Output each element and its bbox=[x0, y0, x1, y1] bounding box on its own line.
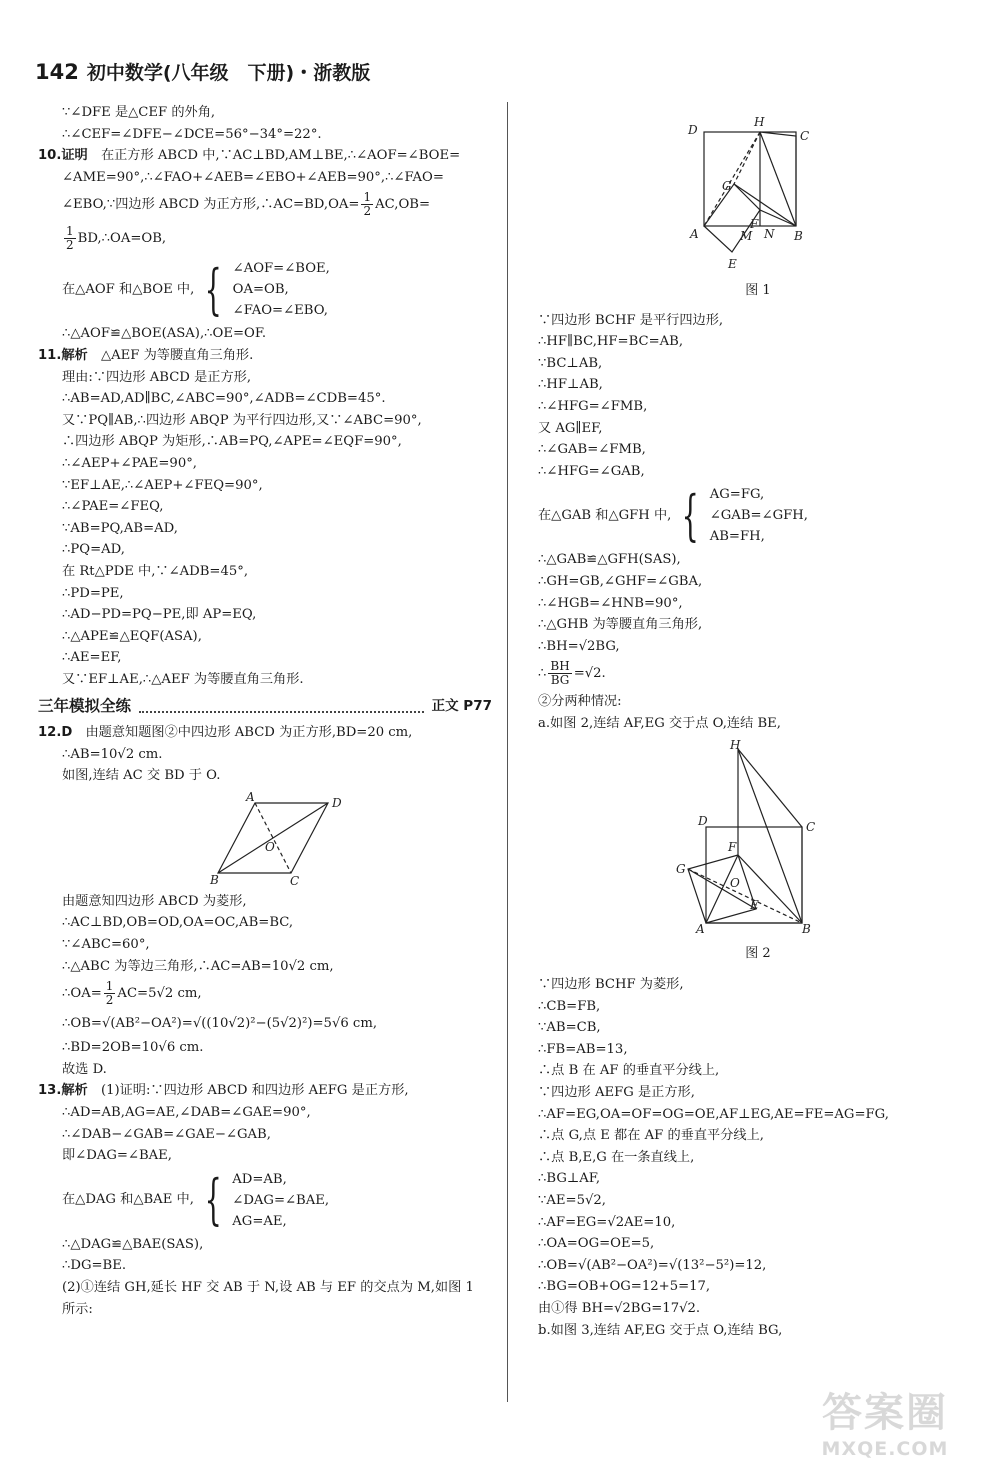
fig2-label-E: E bbox=[750, 897, 759, 912]
text-line: ∴∠DAB−∠GAB=∠GAE−∠GAB, bbox=[62, 1126, 271, 1142]
q11-body bbox=[62, 367, 492, 691]
text-line: ∴AD=AB,AG=AE,∠DAB=∠GAE=90°, bbox=[62, 1105, 311, 1120]
fig1-label-E: E bbox=[728, 257, 737, 271]
text-line: ∴AE=EF, bbox=[62, 650, 122, 666]
fig2-label-O: O bbox=[730, 875, 740, 890]
watermark-logo bbox=[790, 1381, 980, 1461]
fig1-label-A: A bbox=[690, 227, 699, 241]
left-column bbox=[38, 102, 492, 1320]
fig1-label-N: N bbox=[764, 227, 775, 241]
text-line: 理由:∵四边形 ABCD 是正方形, bbox=[62, 369, 252, 385]
q10-number: 10.证明 bbox=[38, 148, 88, 164]
text-line: ∴∠HFG=∠FMB, bbox=[538, 398, 648, 414]
fig1-label-M: M bbox=[740, 229, 753, 243]
fig1-label-H: H bbox=[754, 115, 765, 129]
q11-line: 11.解析 △AEF 为等腰直角三角形. bbox=[38, 347, 254, 363]
text-line: (2)①连结 GH,延长 HF 交 AB 于 N,设 AB 与 EF 的交点为 M,如图 1 bbox=[62, 1279, 474, 1295]
fig2-label-B: B bbox=[802, 921, 811, 936]
text-line: ∴AF=EG=√2AE=10, bbox=[538, 1214, 676, 1230]
q12-line: 12.D 由题意知题图②中四边形 ABCD 为正方形,BD=20 cm, bbox=[38, 725, 413, 741]
text-line: ∵AB=PQ,AB=AD, bbox=[62, 520, 178, 536]
text-line: ∴∠HFG=∠GAB, bbox=[538, 463, 645, 479]
q11-number: 11.解析 bbox=[38, 347, 88, 363]
text-line: 又∵EF⊥AE,∴△AEF 为等腰直角三角形. bbox=[62, 671, 304, 687]
text-line: ∴AD−PD=PQ−PE,即 AP=EQ, bbox=[62, 607, 257, 623]
text-line: ∵BC⊥AB, bbox=[538, 355, 603, 371]
label-O: O bbox=[265, 839, 275, 854]
text-line: ∴FB=AB=13, bbox=[538, 1041, 628, 1057]
page-header bbox=[35, 58, 370, 85]
text-line: ②分两种情况: bbox=[538, 694, 622, 710]
right-system: 在△GAB 和△GFH 中, { AG=FG, ∠GAB=∠GFH, AB=FH, bbox=[538, 483, 808, 547]
text-line: ∴DG=BE. bbox=[62, 1258, 127, 1274]
text-line: ∴△ABC 为等边三角形,∴AC=AB=10√2 cm, bbox=[62, 958, 334, 974]
text-line: b.如图 3,连结 AF,EG 交于点 O,连结 BG, bbox=[538, 1322, 783, 1338]
text-line: 如图,连结 AC 交 BD 于 O. bbox=[62, 768, 221, 784]
figure-2-caption: 图 2 bbox=[745, 945, 771, 961]
fig2-label-H: H bbox=[730, 738, 741, 752]
fig2-label-D: D bbox=[698, 813, 708, 828]
text-line: ∴∠CEF=∠DFE−∠DCE=56°−34°=22°. bbox=[62, 126, 322, 142]
brace: { bbox=[204, 257, 223, 321]
text-line: ∴PD=PE, bbox=[62, 585, 124, 601]
fig1-label-B: B bbox=[794, 229, 803, 243]
text-line: 又 AG∥EF, bbox=[538, 420, 603, 436]
fig2-label-C: C bbox=[806, 819, 816, 834]
brace: { bbox=[681, 483, 700, 547]
figure-1-caption: 图 1 bbox=[745, 283, 771, 298]
right-column bbox=[538, 102, 978, 1341]
section-title: 三年模拟全练 bbox=[38, 697, 132, 716]
text-line: ∵四边形 BCHF 是平行四边形, bbox=[538, 312, 724, 328]
section-header bbox=[38, 696, 492, 718]
text-line: 所示: bbox=[62, 1301, 93, 1317]
label-A: A bbox=[246, 790, 255, 804]
text-line: ∴HF∥BC,HF=BC=AB, bbox=[538, 334, 684, 350]
text-line: ∴点 B,E,G 在一条直线上, bbox=[538, 1149, 695, 1165]
text-line: ∴CB=FB, bbox=[538, 998, 601, 1014]
page-number: 142 bbox=[35, 60, 79, 84]
oa-line: ∴OA= $\frac{1}{2}$ AC=5√2 cm, bbox=[62, 979, 202, 1008]
text-line: ∴四边形 ABQP 为矩形,∴AB=PQ,∠APE=∠EQF=90°, bbox=[62, 434, 402, 450]
q13-system: 在△DAG 和△BAE 中, { AD=AB, ∠DAG=∠BAE, AG=AE, bbox=[62, 1168, 330, 1232]
text-line: ∠AME=90°,∴∠FAO+∠AEB=∠EBO+∠AEB=90°,∴∠FAO= bbox=[62, 169, 444, 185]
text-line: ∴△GHB 为等腰直角三角形, bbox=[538, 617, 703, 633]
brace: { bbox=[204, 1168, 222, 1232]
book-title: 初中数学(八年级 下册)・浙教版 bbox=[86, 62, 371, 84]
text-line: ∴∠HGB=∠HNB=90°, bbox=[538, 595, 683, 611]
text-line: ∵AE=5√2, bbox=[538, 1193, 606, 1209]
text-line: ∴AB=AD,AD∥BC,∠ABC=90°,∠ADB=∠CDB=45°. bbox=[62, 391, 386, 407]
figure-2 bbox=[538, 739, 978, 939]
text-line: ∵四边形 BCHF 为菱形, bbox=[538, 977, 684, 993]
q10-system: 在△AOF 和△BOE 中, { ∠AOF=∠BOE, OA=OB, ∠FAO=∠EBO, bbox=[62, 257, 330, 321]
text-line: ∴∠GAB=∠FMB, bbox=[538, 442, 646, 458]
text-line: ∴AB=10√2 cm. bbox=[62, 746, 163, 762]
fig1-label-D: D bbox=[688, 123, 698, 137]
fraction-half: $\frac{1}{2}$ bbox=[363, 190, 372, 219]
label-B: B bbox=[210, 872, 219, 887]
q13-number: 13.解析 bbox=[38, 1083, 88, 1099]
text-line: 由题意知四边形 ABCD 为菱形, bbox=[62, 893, 247, 909]
text-line: ∴AF=EG,OA=OF=OG=OE,AF⊥EG,AE=FE=AG=FG, bbox=[538, 1106, 889, 1122]
text-line: ∴点 G,点 E 都在 AF 的垂直平分线上, bbox=[538, 1128, 764, 1144]
q10-frac-line-2: $\frac{1}{2}$ BD,∴OA=OB, bbox=[66, 224, 167, 253]
text-line: 在 Rt△PDE 中,∵∠ADB=45°, bbox=[62, 563, 249, 579]
text-line: 又∵PQ∥AB,∴四边形 ABQP 为平行四边形,又∵∠ABC=90°, bbox=[62, 412, 422, 428]
fig1-label-C: C bbox=[800, 129, 810, 143]
right-body-d bbox=[538, 974, 978, 1341]
label-D: D bbox=[332, 795, 342, 810]
text-line: a.如图 2,连结 AF,EG 交于点 O,连结 BE, bbox=[538, 715, 781, 731]
text-line: ∵EF⊥AE,∴∠AEP+∠FEQ=90°, bbox=[62, 477, 263, 493]
text-line: ∴∠AEP+∠PAE=90°, bbox=[62, 455, 197, 471]
text-line: ∴BH=√2BG, bbox=[538, 638, 620, 654]
text-line: ∴GH=GB,∠GHF=∠GBA, bbox=[538, 573, 703, 589]
fig2-label-A: A bbox=[696, 921, 705, 936]
text-line: 即∠DAG=∠BAE, bbox=[62, 1148, 173, 1164]
text-line: ∴AC⊥BD,OB=OD,OA=OC,AB=BC, bbox=[62, 915, 294, 931]
text-line: ∴OA=OG=OE=5, bbox=[538, 1236, 655, 1252]
q10-line: 10.证明 在正方形 ABCD 中,∵AC⊥BD,AM⊥BE,∴∠AOF=∠BOE= bbox=[38, 148, 461, 164]
text-line: ∴HF⊥AB, bbox=[538, 377, 603, 393]
text-line: ∴OB=√(AB²−OA²)=√(13²−5²)=12, bbox=[538, 1257, 767, 1273]
text-line: 故选 D. bbox=[62, 1061, 107, 1077]
watermark-url: MXQE.COM bbox=[821, 1438, 949, 1460]
text-line: 由①得 BH=√2BG=17√2. bbox=[538, 1301, 701, 1316]
q10-frac-line: ∠EBO,∵四边形 ABCD 为正方形,∴AC=BD,OA= $\frac{1}{2}$ AC,OB= bbox=[62, 190, 430, 219]
column-divider bbox=[507, 102, 508, 1402]
fig1-label-F: F bbox=[750, 217, 759, 231]
text-line: ∵∠ABC=60°, bbox=[62, 937, 150, 953]
fraction-half: $\frac{1}{2}$ bbox=[105, 979, 114, 1008]
fig2-label-G: G bbox=[676, 861, 686, 876]
text-line: ∴△AOF≌△BOE(ASA),∴OE=OF. bbox=[62, 326, 267, 342]
text-line: ∴∠PAE=∠FEQ, bbox=[62, 499, 164, 515]
text-line: ∴BD=2OB=10√6 cm. bbox=[62, 1040, 204, 1056]
section-ref: 正文 P77 bbox=[431, 698, 492, 715]
text-line: ∴△APE≌△EQF(ASA), bbox=[62, 628, 202, 644]
text-line: ∴△GAB≌△GFH(SAS), bbox=[538, 552, 681, 568]
q12-number: 12.D bbox=[38, 725, 73, 741]
text-line: ∵四边形 AEFG 是正方形, bbox=[538, 1085, 695, 1101]
label-C: C bbox=[290, 873, 300, 887]
fig2-label-F: F bbox=[728, 839, 737, 854]
ratio-fraction: $\frac{BH}{BG}$ bbox=[550, 659, 570, 688]
rhombus-figure bbox=[62, 791, 492, 887]
dot-leader bbox=[139, 701, 424, 713]
figure-1 bbox=[538, 106, 978, 286]
text-line: ∴BG=OB+OG=12+5=17, bbox=[538, 1279, 711, 1295]
text-line: ∴△DAG≌△BAE(SAS), bbox=[62, 1236, 204, 1252]
text-line: ∴BG⊥AF, bbox=[538, 1171, 601, 1187]
watermark-text: 答案圈 bbox=[822, 1390, 948, 1436]
fraction-half: $\frac{1}{2}$ bbox=[66, 224, 74, 253]
text-line: ∵∠DFE 是△CEF 的外角, bbox=[62, 105, 216, 120]
ratio-line: ∴ $\frac{BH}{BG}$ =√2. bbox=[538, 659, 606, 688]
text-line: ∴OB=√(AB²−OA²)=√((10√2)²−(5√2)²)=5√6 cm, bbox=[62, 1016, 378, 1032]
text-line: ∴点 B 在 AF 的垂直平分线上, bbox=[538, 1063, 720, 1079]
q13-line: 13.解析 (1)证明:∵四边形 ABCD 和四边形 AEFG 是正方形, bbox=[38, 1083, 409, 1099]
fig1-label-G: G bbox=[722, 179, 732, 193]
text-line: ∴PQ=AD, bbox=[62, 542, 125, 558]
text-line: ∵AB=CB, bbox=[538, 1020, 601, 1036]
